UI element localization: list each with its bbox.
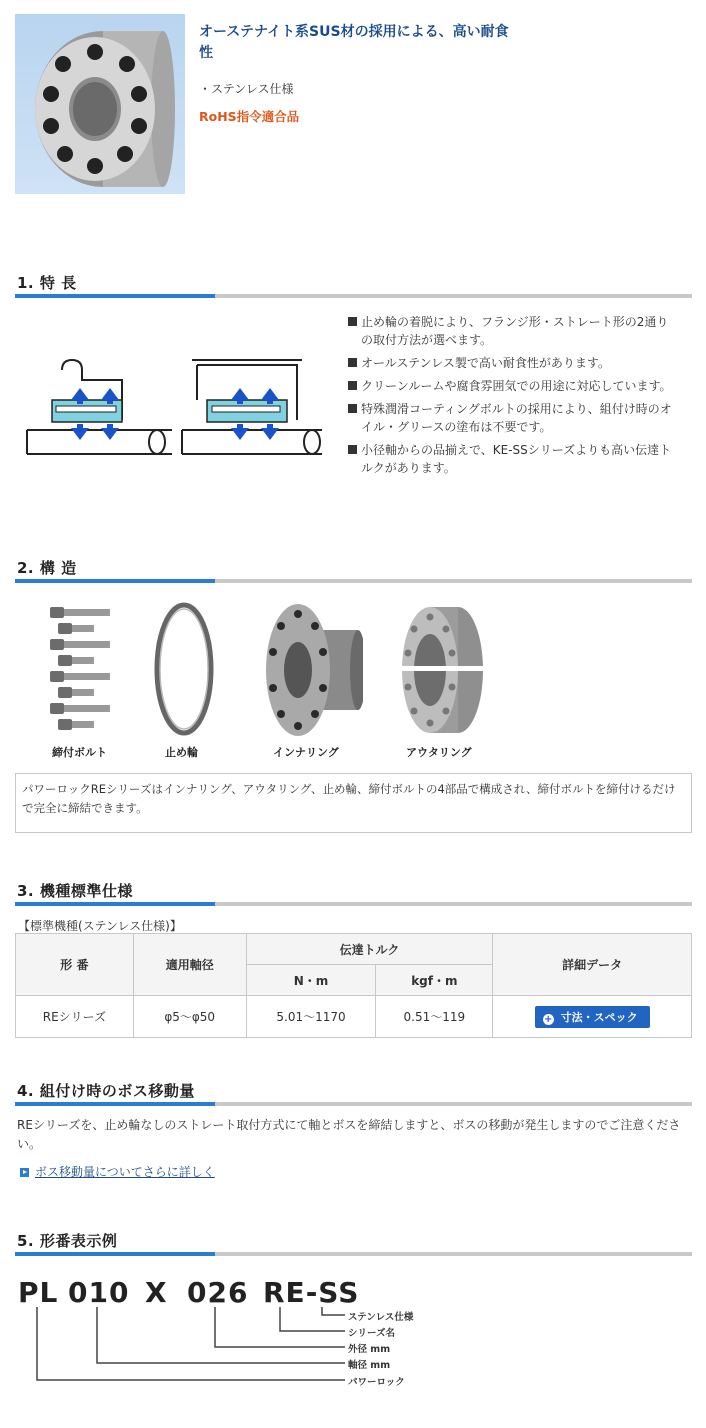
cell-model: REシリーズ — [16, 996, 134, 1038]
product-feature: ・ステンレス仕様 — [199, 82, 294, 96]
boss-detail-link[interactable] — [20, 1163, 215, 1180]
feature-item: 特殊潤滑コーティングボルトの採用により、組付け時のオイル・グリースの塗布は不要です。 — [348, 400, 678, 436]
snap-ring-image — [153, 600, 215, 742]
cell-nm: 5.01〜1170 — [246, 996, 376, 1038]
section-divider — [15, 1252, 692, 1256]
header-kgfm: kgf・m — [376, 965, 493, 996]
header-nm: N・m — [246, 965, 376, 996]
part-label-outer-ring: アウタリング — [406, 746, 472, 759]
features-list — [348, 313, 678, 482]
cell-shaft: φ5〜φ50 — [133, 996, 246, 1038]
header-torque: 伝達トルク — [246, 934, 493, 965]
feature-item: 止め輪の着脱により、フランジ形・ストレート形の2通りの取付方法が選べます。 — [348, 313, 678, 349]
spec-table — [15, 933, 692, 1038]
part-label-inner-ring: インナリング — [273, 746, 339, 759]
part-label-snap-ring: 止め輪 — [165, 746, 198, 759]
pn-outer: 026 — [187, 1276, 249, 1309]
pn-label-series: シリーズ名 — [348, 1328, 396, 1339]
inner-ring-image — [263, 600, 363, 744]
mounting-diagram — [22, 350, 327, 464]
boss-description: REシリーズを、止め輪なしのストレート取付方式にて軸とボスを締結しますと、ボスの移動が発生しますのでご注意ください。 — [17, 1118, 681, 1151]
section-divider — [15, 294, 692, 298]
pn-label-powerlock: パワーロック — [348, 1377, 405, 1388]
pn-x: X — [145, 1276, 168, 1309]
bolts-image — [40, 605, 120, 739]
structure-description: パワーロックREシリーズはインナリング、アウタリング、止め輪、締付ボルトの4部品で構成され、締付ボルトを締付けるだけで完全に締結できます。 — [15, 773, 692, 833]
product-image — [15, 14, 185, 194]
pn-shaft: 010 — [68, 1276, 130, 1309]
dimension-spec-label: 寸法・スペック — [560, 1010, 638, 1024]
dimension-spec-button[interactable] — [535, 1006, 650, 1028]
cell-kgfm: 0.51〜119 — [376, 996, 493, 1038]
section-title-structure: 2. 構 造 — [17, 559, 77, 577]
cell-detail — [493, 996, 692, 1038]
section-title-features: 1. 特 長 — [17, 274, 77, 292]
pn-label-outer: 外径 mm — [348, 1344, 391, 1355]
product-headline: オーステナイト系SUS材の採用による、高い耐食性 — [199, 24, 509, 61]
feature-item: 小径軸からの品揃えで、KE-SSシリーズよりも高い伝達トルクがあります。 — [348, 441, 678, 477]
pn-series: RE-SS — [263, 1276, 360, 1309]
table-row — [16, 996, 692, 1038]
pn-label-stainless: ステンレス仕様 — [348, 1312, 414, 1323]
section-title-boss: 4. 組付け時のボス移動量 — [17, 1082, 195, 1100]
pn-label-shaft: 軸径 mm — [348, 1360, 391, 1371]
boss-detail-link-label: ボス移動量についてさらに詳しく — [35, 1165, 215, 1179]
header-detail: 詳細データ — [493, 934, 692, 996]
arrow-right-icon — [20, 1168, 29, 1177]
section-divider — [15, 1102, 692, 1106]
feature-item: オールステンレス製で高い耐食性があります。 — [348, 354, 678, 372]
section-divider — [15, 579, 692, 583]
header-model: 形 番 — [16, 934, 134, 996]
feature-item: クリーンルームや腐食雰囲気での用途に対応しています。 — [348, 377, 678, 395]
plus-icon: + — [543, 1013, 553, 1025]
header-shaft: 適用軸径 — [133, 934, 246, 996]
outer-ring-image — [398, 603, 488, 741]
pn-prefix: PL — [18, 1276, 59, 1309]
section-divider — [15, 902, 692, 906]
section-title-part-number: 5. 形番表示例 — [17, 1232, 118, 1250]
part-label-bolt: 締付ボルト — [52, 746, 107, 759]
section-title-spec: 3. 機種標準仕様 — [17, 882, 133, 900]
spec-caption: 【標準機種(ステンレス仕様)】 — [18, 919, 182, 933]
rohs-badge: RoHS指令適合品 — [199, 109, 300, 124]
